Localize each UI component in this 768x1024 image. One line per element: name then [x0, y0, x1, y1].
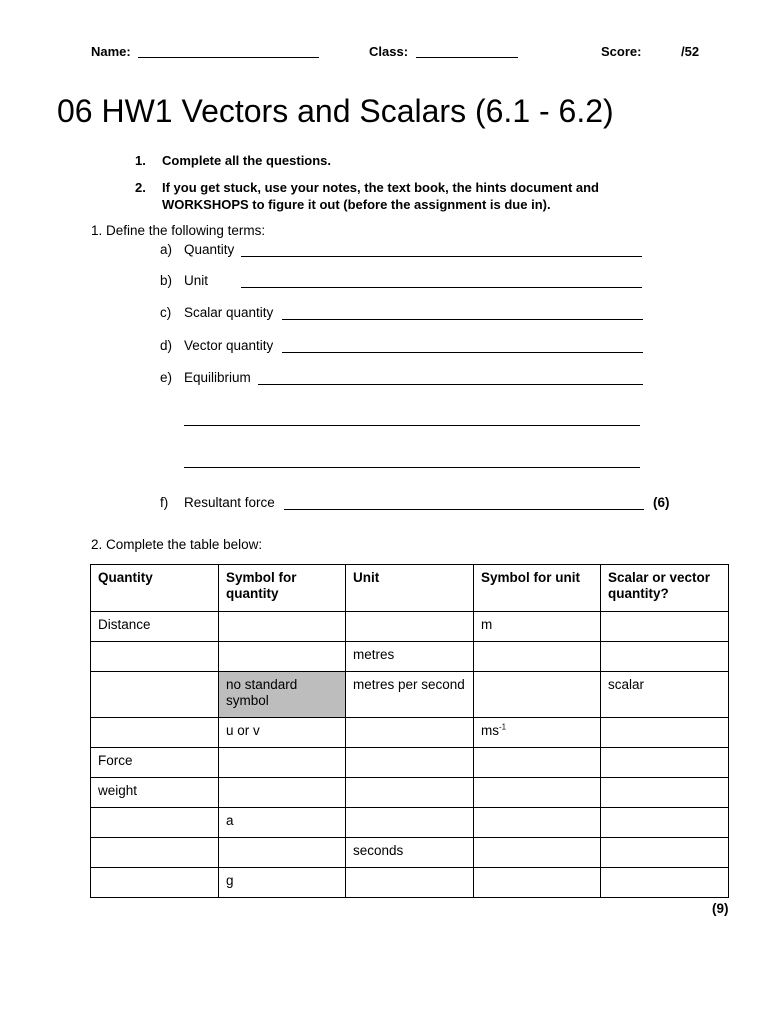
term-b-answer-line[interactable]: [241, 287, 642, 288]
table-cell: Force: [91, 748, 219, 778]
table-cell[interactable]: [91, 838, 219, 868]
score-total: /52: [681, 44, 700, 59]
table-cell: seconds: [346, 838, 474, 868]
table-cell[interactable]: [601, 778, 729, 808]
score-label: Score:: [601, 44, 642, 59]
table-cell[interactable]: [219, 838, 346, 868]
term-f-letter: f): [160, 495, 169, 510]
name-field[interactable]: [138, 57, 319, 58]
table-row: [91, 778, 729, 808]
table-cell[interactable]: [601, 718, 729, 748]
page-title: 06 HW1 Vectors and Scalars (6.1 - 6.2): [57, 93, 614, 129]
table-cell: a: [219, 808, 346, 838]
term-a-letter: a): [160, 242, 173, 257]
table-row: [91, 672, 729, 718]
instruction-1-text: Complete all the questions.: [162, 153, 332, 168]
table-cell[interactable]: [219, 778, 346, 808]
instruction-2-number: 2.: [135, 180, 146, 195]
table-cell[interactable]: [346, 748, 474, 778]
header-symbol-for-unit: Symbol for unit: [474, 565, 601, 612]
table-row: [91, 642, 729, 672]
term-e-answer-line-2[interactable]: [184, 425, 640, 426]
term-d-answer-line[interactable]: [282, 352, 643, 353]
table-cell[interactable]: [474, 808, 601, 838]
header-quantity: Quantity: [91, 565, 219, 612]
table-cell[interactable]: [474, 868, 601, 898]
table-cell[interactable]: [474, 748, 601, 778]
term-c-answer-line[interactable]: [282, 319, 643, 320]
header-scalar-or-vector: Scalar or vector quantity?: [601, 565, 729, 612]
table-cell[interactable]: [474, 642, 601, 672]
table-header-row: [91, 565, 729, 612]
table-cell: weight: [91, 778, 219, 808]
table-cell[interactable]: [601, 808, 729, 838]
term-e-letter: e): [160, 370, 173, 385]
table-cell[interactable]: [601, 748, 729, 778]
table-cell-shaded: no standard symbol: [219, 672, 346, 718]
table-cell[interactable]: [346, 778, 474, 808]
question-1-prompt: 1. Define the following terms:: [91, 223, 266, 238]
header-unit: Unit: [346, 565, 474, 612]
table-cell: metres: [346, 642, 474, 672]
table-cell[interactable]: [219, 642, 346, 672]
term-f-label: Resultant force: [184, 495, 275, 510]
table-cell: metres per second: [346, 672, 474, 718]
term-d-letter: d): [160, 338, 173, 353]
table-cell[interactable]: [601, 838, 729, 868]
table-cell[interactable]: [219, 612, 346, 642]
table-cell[interactable]: [346, 808, 474, 838]
table-cell: m: [474, 612, 601, 642]
table-cell[interactable]: [346, 718, 474, 748]
table-cell[interactable]: [91, 672, 219, 718]
question-2-marks: (9): [712, 901, 729, 916]
question-2-prompt: 2. Complete the table below:: [91, 537, 263, 552]
table-cell: scalar: [601, 672, 729, 718]
header-symbol-for-quantity: Symbol for quantity: [219, 565, 346, 612]
class-label: Class:: [369, 44, 409, 59]
table-cell[interactable]: [91, 718, 219, 748]
table-row: [91, 612, 729, 642]
table-cell[interactable]: [474, 838, 601, 868]
term-f-answer-line[interactable]: [284, 509, 644, 510]
instruction-2-text-line2: WORKSHOPS to figure it out (before the assignment is due in).: [162, 197, 551, 212]
table-cell[interactable]: [91, 642, 219, 672]
instruction-2-text-line1: If you get stuck, use your notes, the text book, the hints document and: [162, 180, 599, 195]
class-field[interactable]: [416, 57, 518, 58]
term-e-label: Equilibrium: [184, 370, 251, 385]
table-cell[interactable]: [601, 612, 729, 642]
table-cell: g: [219, 868, 346, 898]
table-row: [91, 748, 729, 778]
table-row: [91, 718, 729, 748]
term-c-label: Scalar quantity: [184, 305, 274, 320]
quantities-table: [90, 564, 729, 898]
unit-superscript: -1: [499, 722, 507, 732]
table-cell: Distance: [91, 612, 219, 642]
term-a-answer-line[interactable]: [241, 256, 642, 257]
term-c-letter: c): [160, 305, 172, 320]
table-cell[interactable]: [219, 748, 346, 778]
term-e-answer-line[interactable]: [258, 384, 643, 385]
name-label: Name:: [91, 44, 131, 59]
table-cell[interactable]: [91, 808, 219, 838]
table-cell[interactable]: [346, 612, 474, 642]
term-e-answer-line-3[interactable]: [184, 467, 640, 468]
table-cell: u or v: [219, 718, 346, 748]
table-cell[interactable]: [91, 868, 219, 898]
unit-symbol-text: ms: [481, 723, 499, 738]
table-cell[interactable]: [474, 672, 601, 718]
table-cell[interactable]: [601, 868, 729, 898]
instruction-1-number: 1.: [135, 153, 146, 168]
term-b-letter: b): [160, 273, 173, 288]
term-a-label: Quantity: [184, 242, 235, 257]
term-b-label: Unit: [184, 273, 209, 288]
table-row: [91, 838, 729, 868]
table-row: [91, 868, 729, 898]
term-d-label: Vector quantity: [184, 338, 274, 353]
table-cell-unit-symbol: [474, 718, 601, 748]
table-cell[interactable]: [601, 642, 729, 672]
table-cell[interactable]: [346, 868, 474, 898]
table-row: [91, 808, 729, 838]
question-1-marks: (6): [653, 495, 670, 510]
table-cell[interactable]: [474, 778, 601, 808]
